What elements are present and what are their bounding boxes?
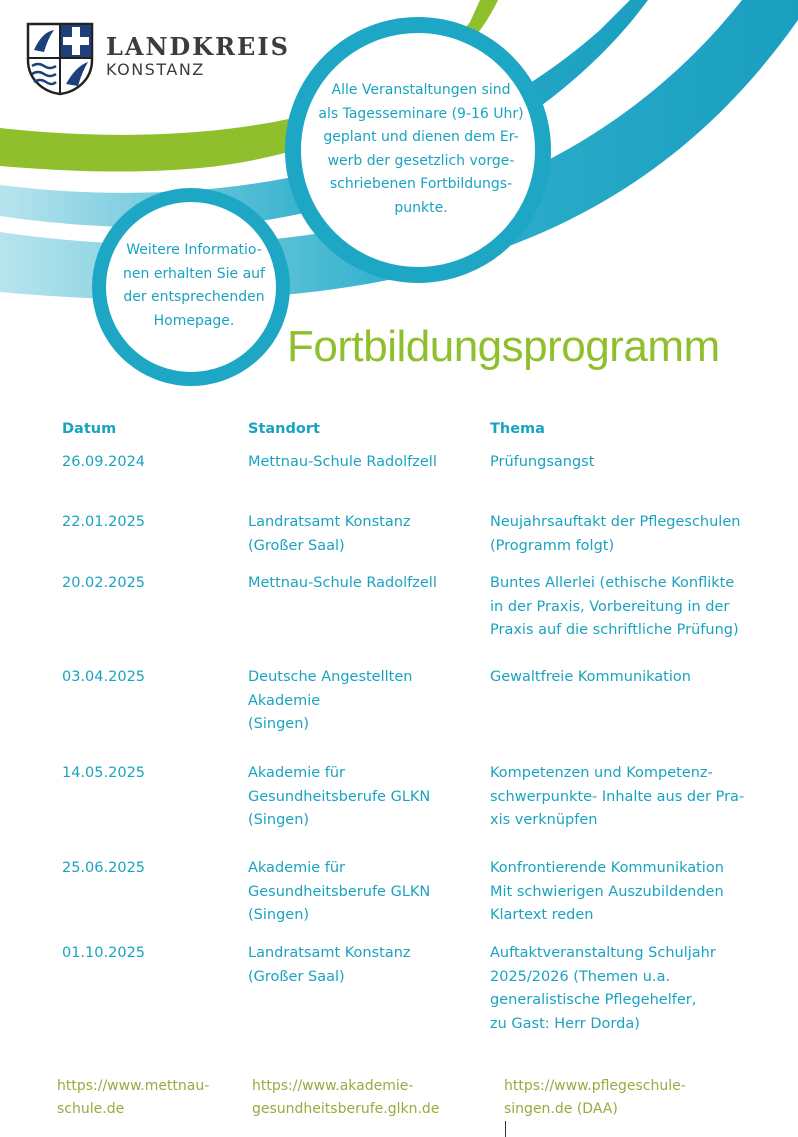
row-location (248, 857, 430, 928)
link-line: https://www.pflegeschule- (504, 1078, 686, 1094)
location-line: (Singen) (248, 907, 310, 923)
location-line: Akademie für (248, 860, 346, 876)
page-title: Fortbildungsprogramm (287, 322, 720, 371)
location-line: Mettnau-Schule Radolfzell (248, 454, 437, 470)
bubble-line: geplant und dienen dem Er- (323, 129, 519, 145)
header-datum: Datum (62, 421, 117, 437)
topic-line: Konfrontierende Kommunikation (490, 860, 724, 876)
location-line: Landratsamt Konstanz (248, 945, 411, 961)
row-topic (490, 451, 594, 475)
row-location (248, 666, 412, 737)
row-location (248, 451, 437, 475)
topic-line: Gewaltfreie Kommunikation (490, 669, 691, 685)
link-text: singen.de (DAA) (504, 1101, 618, 1117)
location-line: (Singen) (248, 812, 310, 828)
info-bubble-homepage (100, 239, 288, 333)
row-topic (490, 942, 716, 1036)
location-line: (Großer Saal) (248, 537, 345, 554)
bubble-line: schriebenen Fortbildungs- (329, 176, 513, 192)
topic-line: Klartext reden (490, 907, 594, 923)
location-line: (Singen) (248, 716, 310, 732)
row-date: 22.01.2025 (62, 514, 146, 530)
topic-line: Kompetenzen und Kompetenz- (490, 765, 713, 781)
row-topic (490, 511, 740, 558)
bubble-line: punkte. (394, 199, 448, 216)
topic-line: Mit schwierigen Auszubildenden (490, 883, 724, 900)
logo-title: LANDKREIS (106, 32, 290, 61)
topic-line: Prüfungsangst (490, 454, 595, 470)
topic-line: Praxis auf die schriftliche Prüfung) (490, 622, 739, 638)
location-line: Akademie für (248, 765, 346, 781)
location-line: Mettnau-Schule Radolfzell (248, 575, 437, 591)
coat-of-arms-icon (24, 22, 96, 96)
bubble-line: Weitere Informatio- (126, 242, 262, 258)
row-date: 20.02.2025 (62, 575, 146, 591)
row-location (248, 572, 437, 596)
link-line: https://www.mettnau- (57, 1078, 210, 1094)
row-location (248, 762, 430, 833)
location-line: Gesundheitsberufe GLKN (248, 788, 431, 805)
header-thema: Thema (490, 421, 545, 437)
link-line: https://www.akademie- (252, 1078, 414, 1094)
topic-line: zu Gast: Herr Dorda) (490, 1015, 640, 1032)
link-line: schule.de (57, 1101, 125, 1117)
bubble-line: Homepage. (153, 312, 235, 329)
topic-line: 2025/2026 (Themen u.a. (490, 968, 671, 985)
location-line: (Großer Saal) (248, 968, 345, 985)
row-date: 25.06.2025 (62, 860, 146, 876)
location-line: Deutsche Angestellten (248, 669, 413, 685)
topic-line: xis verknüpfen (490, 812, 598, 828)
topic-line: generalistische Pflegehelfer, (490, 992, 697, 1008)
row-location (248, 511, 411, 558)
topic-line: in der Praxis, Vorbereitung in der (490, 598, 730, 615)
link-line: gesundheitsberufe.glkn.de (252, 1101, 440, 1117)
row-date: 01.10.2025 (62, 945, 146, 961)
location-line: Akademie (248, 692, 321, 709)
row-topic (490, 857, 724, 928)
bubble-line: Alle Veranstaltungen sind (331, 82, 511, 98)
row-topic (490, 666, 691, 690)
bubble-line: werb der gesetzlich vorge- (327, 152, 515, 169)
topic-line: Buntes Allerlei (ethische Konflikte (490, 575, 735, 591)
bubble-line: als Tagesseminare (9-16 Uhr) (318, 105, 524, 122)
topic-line: Neujahrsauftakt der Pflegeschulen (490, 514, 741, 530)
row-date: 14.05.2025 (62, 765, 146, 781)
topic-line: Auftaktveranstaltung Schuljahr (490, 945, 716, 961)
row-date: 26.09.2024 (62, 454, 146, 470)
topic-line: (Programm folgt) (490, 537, 615, 554)
row-topic (490, 762, 744, 833)
link-pflegeschule-singen[interactable] (504, 1075, 686, 1137)
link-mettnau-schule[interactable] (57, 1075, 209, 1121)
logo-subtitle: KONSTANZ (106, 60, 205, 79)
bubble-line: der entsprechenden (123, 289, 265, 305)
topic-line: schwerpunkte- Inhalte aus der Pra- (490, 788, 745, 805)
row-location (248, 942, 411, 989)
header-standort: Standort (248, 421, 320, 437)
location-line: Landratsamt Konstanz (248, 514, 411, 530)
bubble-line: nen erhalten Sie auf (123, 265, 265, 282)
landkreis-logo (24, 22, 290, 96)
link-akademie-glkn[interactable] (252, 1075, 439, 1121)
link-line (504, 1098, 686, 1137)
row-topic (490, 572, 739, 643)
location-line: Gesundheitsberufe GLKN (248, 883, 431, 900)
row-date: 03.04.2025 (62, 669, 146, 685)
info-bubble-events (296, 79, 546, 220)
